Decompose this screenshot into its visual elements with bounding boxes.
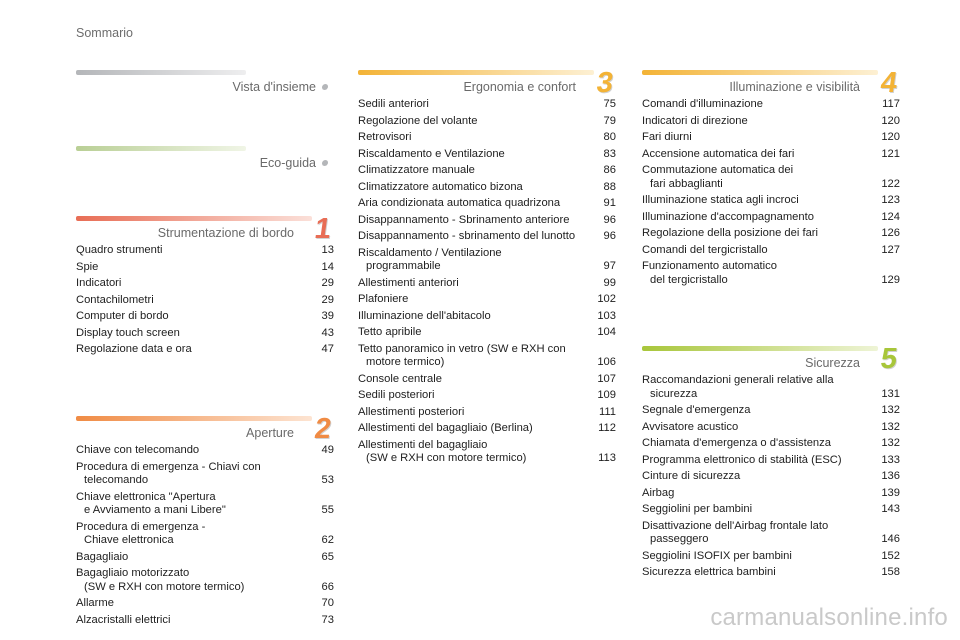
toc-item[interactable] [358,197,616,211]
toc-item-label [358,247,594,274]
toc-item[interactable] [642,550,900,564]
section-number-4-badge: 4 [878,67,900,99]
toc-item-label-line: Procedura di emergenza - [76,520,206,533]
toc-item-label-line: Disattivazione dell'Airbag frontale lato [642,519,829,532]
toc-item-label-line: Allestimenti posteriori [358,405,465,418]
toc-item-label-line: Chiave con telecomando [76,444,200,456]
toc-item-page-number: 103 [597,309,616,322]
toc-item-page-number: 79 [603,114,616,127]
toc-item-page-number: 53 [321,474,334,486]
toc-item-label [642,115,878,129]
toc-item-label-line: Tetto apribile [358,326,422,338]
toc-item-label-continuation: telecomando [84,474,149,486]
toc-item-label [358,373,594,387]
toc-item-page-number: 126 [881,227,900,239]
toc-item-page-number: 13 [321,244,334,256]
toc-item[interactable] [76,444,334,458]
toc-item-label-line: Sedili anteriori [358,98,429,110]
toc-item-page-number: 143 [881,503,900,515]
section-bar [76,70,246,75]
toc-item-label [642,520,878,547]
toc-item-label [642,550,878,564]
toc-item[interactable] [358,293,616,307]
toc-item-label-line: Segnale d'emergenza [642,404,751,416]
toc-item-label [76,567,312,594]
toc-list-strumentazione [76,244,334,360]
toc-item-label-line: Funzionamento automatico [642,260,777,272]
toc-item-label [76,614,312,628]
toc-item[interactable] [642,211,900,225]
page-label: Sommario [76,26,133,40]
section-title-vista: Vista d'insieme [232,80,316,94]
toc-item-page-number: 132 [881,420,900,433]
toc-item-page-number: 133 [881,453,900,466]
section-title-illuminazione: Illuminazione e visibilità [729,80,860,94]
toc-item[interactable] [642,487,900,501]
toc-item-page-number: 70 [321,597,334,609]
toc-item-label-continuation: sicurezza [650,387,698,400]
toc-item-label [76,244,312,258]
toc-item-label-line: Regolazione del volante [358,114,478,127]
toc-item-label-line: Allestimenti del bagagliaio [358,438,488,451]
toc-item-label-continuation: del tergicristallo [650,273,728,286]
toc-item-label-line: Retrovisori [358,131,412,143]
toc-item-page-number: 99 [603,276,616,289]
toc-item[interactable] [358,310,616,324]
toc-item[interactable] [358,148,616,162]
toc-item[interactable] [76,277,334,291]
section-title-aperture: Aperture [246,426,294,440]
toc-item-label [358,230,594,244]
toc-item[interactable] [642,148,900,162]
toc-item[interactable] [642,98,900,112]
toc-item-page-number: 91 [603,197,616,209]
section-title-eco: Eco-guida [259,156,316,170]
toc-list-sicurezza [642,374,900,583]
toc-item[interactable] [642,454,900,468]
toc-item-label-line: Disappannamento - Sbrinamento anteriore [358,213,570,226]
toc-item[interactable] [358,389,616,403]
dot-badge-icon [322,84,329,90]
toc-item[interactable] [358,230,616,244]
toc-item[interactable] [358,181,616,195]
toc-item-label-line: Procedura di emergenza - Chiavi con [76,460,261,473]
toc-item[interactable] [76,244,334,258]
toc-item-label-line: Plafoniere [358,293,409,305]
toc-item[interactable] [76,261,334,275]
toc-item-label [358,343,594,370]
toc-item-label [358,422,594,436]
toc-item-page-number: 132 [881,437,900,449]
toc-item-label-line: Bagagliaio [76,550,129,563]
toc-item-label [358,115,594,129]
toc-item-label [76,343,312,357]
toc-item-label-line: Fari diurni [642,131,692,143]
toc-item-label [358,310,594,324]
toc-item-label [76,491,312,518]
toc-item-label-line: Regolazione della posizione dei fari [642,227,819,239]
toc-item[interactable] [642,437,900,451]
section-bar [642,346,878,351]
toc-item-label-line: Chiave elettronica "Apertura [76,490,216,503]
toc-item-label [642,374,878,401]
toc-item[interactable] [76,491,334,518]
toc-item-label [642,487,878,501]
toc-item-page-number: 88 [603,180,616,193]
toc-item-label [76,261,312,275]
toc-item-label-line: Bagagliaio motorizzato [76,567,190,579]
toc-item-label [642,404,878,418]
toc-item-label-line: Regolazione data e ora [76,343,192,355]
toc-item-page-number: 104 [597,326,616,338]
toc-item-page-number: 73 [321,613,334,626]
toc-item-label-line: Commutazione automatica dei [642,164,794,176]
toc-item-label [642,148,878,162]
toc-item[interactable] [76,567,334,594]
toc-item-page-number: 39 [321,310,334,322]
toc-item-page-number: 47 [321,343,334,355]
toc-item-label-line: Allestimenti del bagagliaio (Berlina) [358,422,533,434]
toc-list-aperture [76,444,334,630]
toc-item[interactable] [642,260,900,287]
section-number-2-badge: 2 [312,413,334,445]
toc-item[interactable] [642,421,900,435]
toc-item-label-line: Comandi d'illuminazione [642,98,763,110]
toc-item[interactable] [76,521,334,548]
toc-item-label-continuation: (SW e RXH con motore termico) [84,580,245,593]
toc-item-page-number: 112 [598,422,616,434]
toc-item-label-line: Accensione automatica dei fari [642,147,795,160]
toc-item-label [642,244,878,258]
toc-item[interactable] [76,597,334,611]
toc-item-label-line: Riscaldamento e Ventilazione [358,147,505,160]
toc-item-label [358,439,594,466]
toc-item-page-number: 49 [321,444,334,456]
section-bar [76,146,246,151]
toc-item-label-line: Tetto panoramico in vetro (SW e RXH con [358,342,566,355]
toc-item[interactable] [358,115,616,129]
toc-item[interactable] [358,98,616,112]
toc-item-label-line: Illuminazione dell'abitacolo [358,309,491,322]
toc-item-label-line: Indicatori [76,277,122,289]
toc-item-page-number: 97 [603,260,616,272]
toc-item-label-line: Indicatori di direzione [642,114,748,127]
toc-item-page-number: 132 [881,404,900,416]
toc-item-label [358,214,594,228]
section-bar [76,416,312,421]
toc-item-page-number: 109 [597,389,616,401]
section-title-strumentazione: Strumentazione di bordo [157,226,294,240]
section-title-sicurezza: Sicurezza [805,356,860,370]
toc-item[interactable] [642,374,900,401]
toc-item-page-number: 75 [603,98,616,110]
toc-item[interactable] [76,310,334,324]
section-bar [642,70,878,75]
toc-item-label [642,566,878,580]
toc-item-page-number: 96 [603,213,616,226]
toc-item-label [642,98,878,112]
toc-item-label-continuation: passeggero [650,533,709,545]
toc-item-page-number: 65 [321,550,334,563]
toc-item-label-line: Allarme [76,597,114,609]
toc-list-ergonomia [358,98,616,469]
toc-item-page-number: 106 [597,356,616,368]
toc-item-label [358,98,594,112]
toc-item[interactable] [358,164,616,178]
toc-item[interactable] [76,551,334,565]
toc-item-label [358,293,594,307]
toc-item-page-number: 14 [321,260,334,273]
toc-item-label-line: Allestimenti anteriori [358,276,459,289]
toc-item-label [76,444,312,458]
toc-item[interactable] [642,227,900,241]
toc-item-page-number: 131 [881,387,900,400]
toc-item-page-number: 120 [881,131,900,143]
toc-list-illuminazione [642,98,900,290]
toc-item[interactable] [358,406,616,420]
toc-item-label [76,294,312,308]
toc-item-label [358,277,594,291]
section-number-1-badge: 1 [312,213,334,245]
toc-item[interactable] [76,294,334,308]
toc-item-page-number: 123 [881,194,900,206]
toc-item-label-line: Contachilometri [76,293,154,306]
toc-item-label [76,277,312,291]
section-bar [358,70,594,75]
toc-item-label [642,194,878,208]
toc-item-label-line: Chiamata d'emergenza o d'assistenza [642,437,831,449]
toc-item-label [642,164,878,191]
toc-item-label-line: Programma elettronico di stabilità (ESC) [642,453,842,466]
toc-item-label-continuation: fari abbaglianti [650,177,723,190]
toc-item-page-number: 122 [881,177,900,190]
toc-item-label [76,521,312,548]
toc-item[interactable] [358,373,616,387]
toc-item-label [358,197,594,211]
toc-item-page-number: 139 [881,486,900,499]
toc-item-page-number: 117 [882,98,900,110]
toc-item[interactable] [642,115,900,129]
toc-item-label-line: Seggiolini ISOFIX per bambini [642,549,792,562]
toc-item-page-number: 83 [603,147,616,160]
toc-item-page-number: 121 [881,147,900,160]
toc-item-page-number: 158 [881,566,900,578]
section-bar [76,216,312,221]
toc-item-label [76,310,312,324]
toc-item[interactable] [358,343,616,370]
toc-item[interactable] [642,404,900,418]
toc-item[interactable] [76,343,334,357]
toc-item[interactable] [358,131,616,145]
toc-item[interactable] [642,566,900,580]
dot-badge-icon [322,160,329,166]
toc-item-label-line: Aria condizionata automatica quadrizona [358,197,561,209]
toc-item-label [358,389,594,403]
toc-item-label [358,131,594,145]
toc-item-label [642,211,878,225]
toc-item-label [642,260,878,287]
toc-item[interactable] [642,470,900,484]
toc-item-page-number: 86 [603,164,616,176]
toc-item-label-continuation: e Avviamento a mani Libere" [84,504,226,516]
toc-item-label-line: Airbag [642,486,675,499]
toc-item-label-line: Sicurezza elettrica bambini [642,566,776,578]
toc-item-page-number: 136 [881,470,900,482]
toc-item[interactable] [358,326,616,340]
toc-item-label-line: Display touch screen [76,326,180,339]
toc-item-label-line: Climatizzatore automatico bizona [358,180,523,193]
toc-item-label-line: Sedili posteriori [358,389,435,401]
toc-item-label [76,461,312,488]
toc-item-label [76,551,312,565]
toc-item-page-number: 96 [603,230,616,242]
toc-item-label [642,421,878,435]
toc-item-page-number: 29 [321,277,334,289]
toc-item-label-continuation: motore termico) [366,356,445,368]
toc-item[interactable] [76,461,334,488]
toc-item-page-number: 124 [881,210,900,223]
toc-item[interactable] [642,194,900,208]
toc-item-label-line: Quadro strumenti [76,244,163,256]
toc-item[interactable] [642,131,900,145]
toc-item[interactable] [642,520,900,547]
toc-item-label-line: Disappannamento - sbrinamento del lunotto [358,230,576,242]
toc-item-page-number: 102 [597,293,616,305]
toc-item-label [642,131,878,145]
toc-item[interactable] [76,327,334,341]
toc-item-page-number: 55 [321,504,334,516]
toc-item[interactable] [642,244,900,258]
toc-item-page-number: 113 [598,452,616,464]
toc-item-label-line: Comandi del tergicristallo [642,243,768,256]
toc-item-label [358,148,594,162]
toc-item-label-line: Avvisatore acustico [642,420,739,433]
toc-item[interactable] [358,247,616,274]
section-title-ergonomia: Ergonomia e confort [463,80,576,94]
toc-item-label-continuation: Chiave elettronica [84,534,174,546]
toc-item[interactable] [358,439,616,466]
toc-item[interactable] [642,164,900,191]
section-number-5-badge: 5 [878,343,900,375]
toc-item-label [642,470,878,484]
toc-item-page-number: 111 [598,405,616,418]
toc-item[interactable] [358,422,616,436]
toc-item-label [642,437,878,451]
toc-item[interactable] [358,277,616,291]
toc-item-label-continuation: (SW e RXH con motore termico) [366,452,527,464]
toc-item-label [642,454,878,468]
toc-item-label-continuation: programmabile [366,260,441,272]
toc-item-page-number: 120 [881,114,900,127]
toc-item-page-number: 146 [881,533,900,545]
toc-item-label [358,181,594,195]
watermark: carmanualsonline.info [710,604,948,631]
toc-item-page-number: 43 [321,326,334,339]
toc-item-page-number: 29 [321,293,334,306]
toc-item-label-line: Console centrale [358,372,442,385]
toc-item[interactable] [358,214,616,228]
section-number-3-badge: 3 [594,67,616,99]
toc-item-label [358,164,594,178]
toc-item-page-number: 80 [603,131,616,143]
toc-item-label [76,327,312,341]
toc-item-label [642,503,878,517]
toc-item-page-number: 127 [881,243,900,256]
toc-item-page-number: 129 [881,273,900,286]
toc-item-label-line: Computer di bordo [76,310,169,322]
toc-item-label [358,406,594,420]
toc-item-label-line: Alzacristalli elettrici [76,613,171,626]
toc-item-label-line: Riscaldamento / Ventilazione [358,246,502,259]
toc-item-label-line: Climatizzatore manuale [358,164,475,176]
toc-item-label-line: Raccomandazioni generali relative alla [642,374,834,386]
toc-item[interactable] [642,503,900,517]
toc-item-page-number: 62 [321,534,334,546]
toc-item-page-number: 107 [597,372,616,385]
toc-item-label [76,597,312,611]
toc-item-label-line: Illuminazione statica agli incroci [642,194,799,206]
toc-item-label [358,326,594,340]
toc-item-label-line: Illuminazione d'accompagnamento [642,210,814,223]
toc-item-label-line: Spie [76,260,99,273]
toc-item-label-line: Cinture di sicurezza [642,470,741,482]
toc-item-label [642,227,878,241]
toc-item-page-number: 66 [321,580,334,593]
toc-item[interactable] [76,614,334,628]
toc-item-page-number: 152 [881,549,900,562]
toc-item-label-line: Seggiolini per bambini [642,503,753,515]
